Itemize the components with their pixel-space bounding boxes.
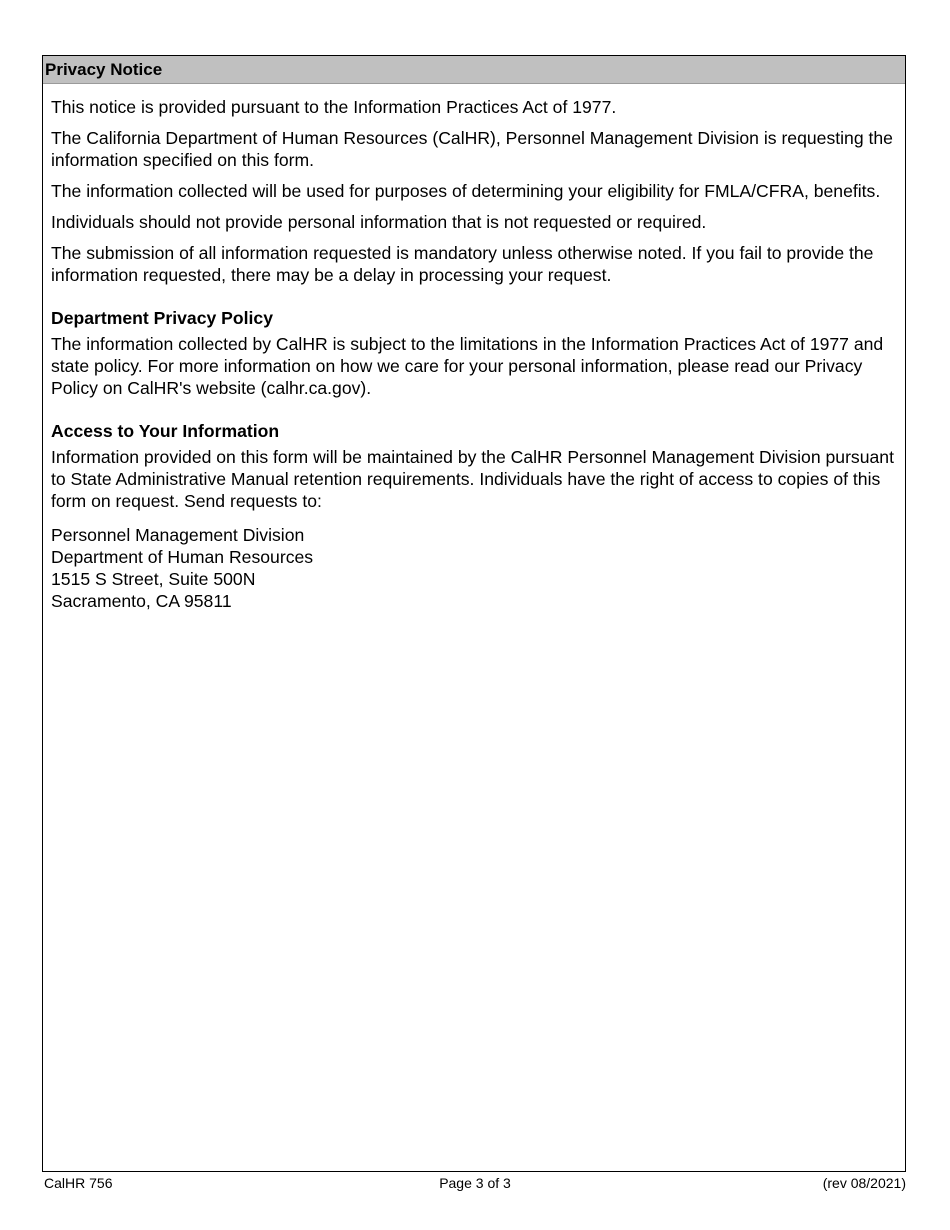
- revision-date: (rev 08/2021): [822, 1175, 906, 1191]
- intro-paragraph: Individuals should not provide personal information that is not requested or required.: [51, 212, 707, 232]
- access-heading: Access to Your Information: [51, 421, 280, 441]
- address-line: Personnel Management Division: [51, 525, 305, 545]
- page-number: Page 3 of 3: [439, 1175, 511, 1191]
- privacy-policy-text: The information collected by CalHR is subject to the limitations in the Information Practices Act of 1977 and state policy. For more information on how we care for your personal information, please read our Privacy Policy on CalHR's website (calhr.ca.gov).: [51, 334, 884, 398]
- section-header: Privacy Notice: [43, 56, 905, 84]
- page-footer: [44, 1174, 906, 1192]
- access-text: Information provided on this form will be maintained by the CalHR Personnel Management Division pursuant to State Administrative Manual retention requirements. Individuals have the right of access to copies of this form on request. Send requests to:: [51, 447, 894, 511]
- address-line: Sacramento, CA 95811: [51, 591, 232, 611]
- intro-paragraph: This notice is provided pursuant to the Information Practices Act of 1977.: [51, 97, 617, 117]
- address-line: 1515 S Street, Suite 500N: [51, 569, 256, 589]
- privacy-notice-form: [42, 55, 906, 1172]
- mailing-address: [51, 524, 897, 612]
- privacy-notice-content: [43, 84, 905, 612]
- intro-paragraph: The California Department of Human Resources (CalHR), Personnel Management Division is requesting the information specified on this form.: [51, 128, 893, 170]
- privacy-policy-heading: Department Privacy Policy: [51, 308, 273, 328]
- address-line: Department of Human Resources: [51, 547, 314, 567]
- intro-paragraph: The information collected will be used for purposes of determining your eligibility for FMLA/CFRA, benefits.: [51, 181, 881, 201]
- intro-paragraph: The submission of all information requested is mandatory unless otherwise noted. If you fail to provide the information requested, there may be a delay in processing your request.: [51, 243, 874, 285]
- form-id: CalHR 756: [44, 1175, 113, 1191]
